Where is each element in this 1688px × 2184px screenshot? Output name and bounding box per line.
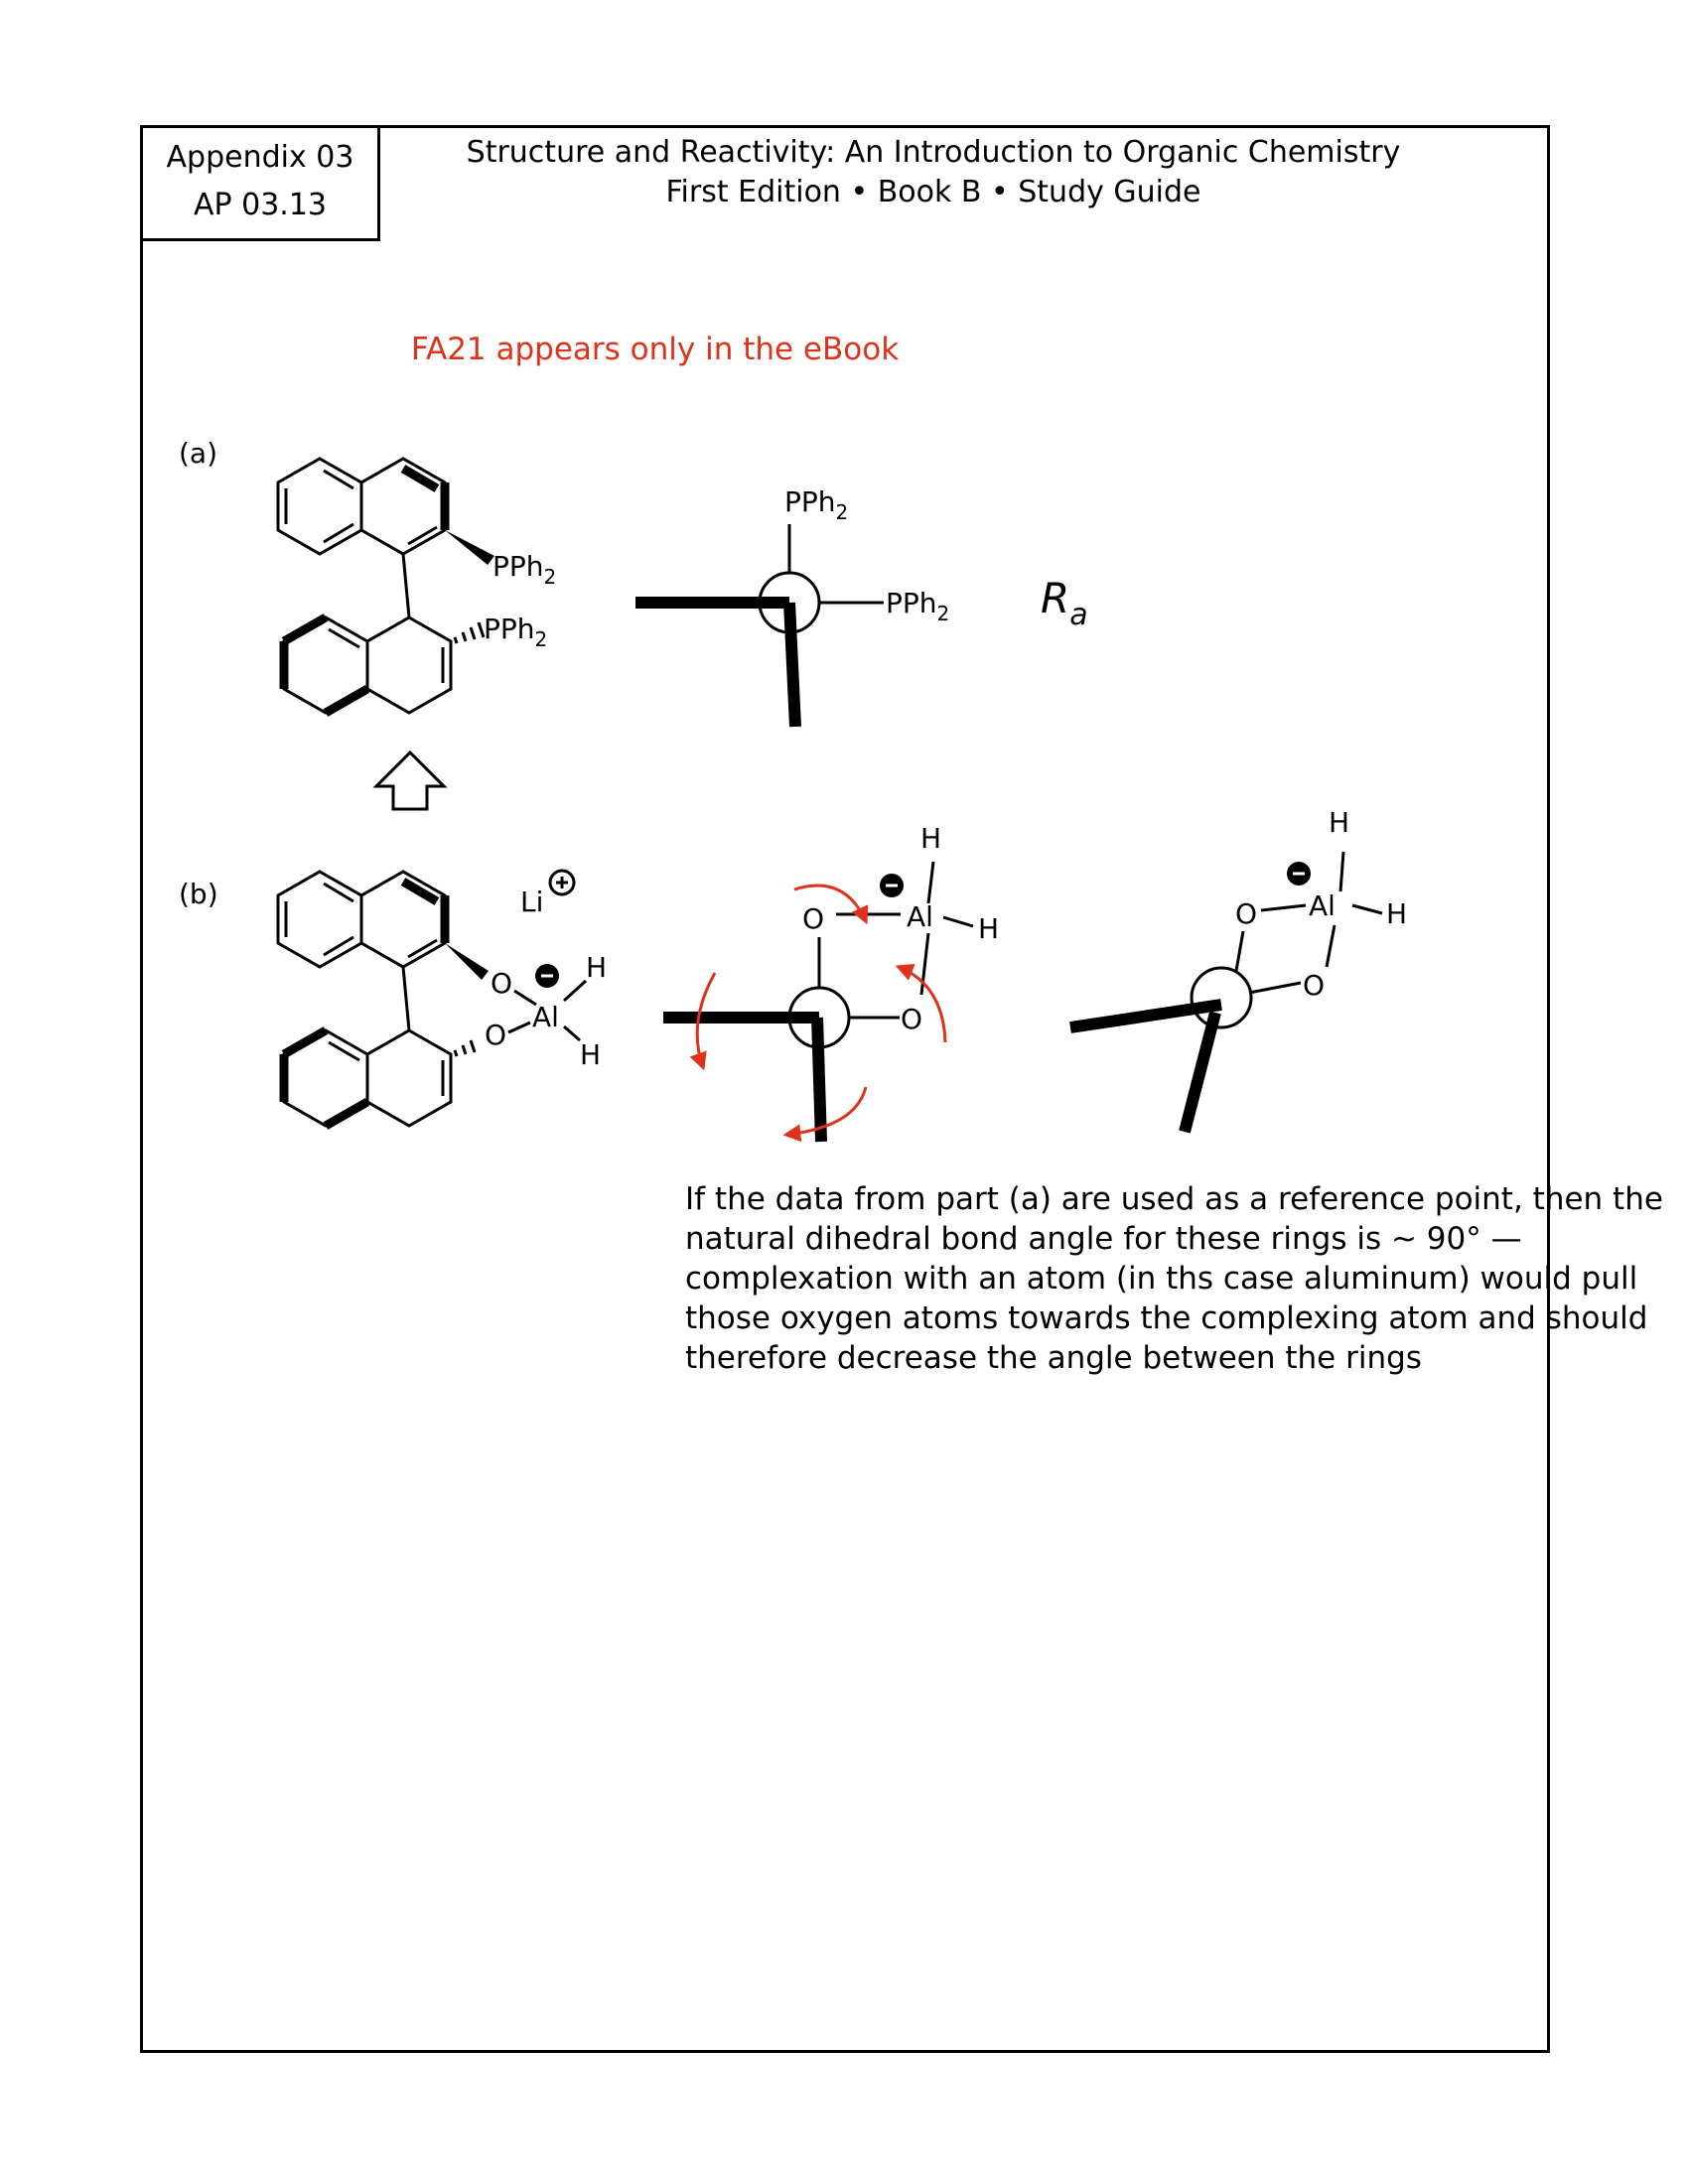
book-title: Structure and Reactivity: An Introduction to Organic Chemistry bbox=[466, 135, 1401, 170]
explanation-paragraph bbox=[685, 1179, 1663, 1378]
aluminum-label: Al bbox=[532, 1001, 559, 1033]
newman-aluminum: Al bbox=[907, 900, 933, 933]
newman-projection-a bbox=[635, 524, 884, 727]
hydrogen-label-lower: H bbox=[580, 1038, 602, 1071]
newman-pph2-right: PPh$_2$ bbox=[886, 587, 950, 625]
pph2-top-label: PPh$_2$ bbox=[492, 550, 557, 589]
hydrogen-label-upper: H bbox=[586, 951, 608, 984]
page-code: AP 03.13 bbox=[193, 188, 328, 222]
ebook-notice: FA21 appears only in the eBook bbox=[411, 332, 900, 367]
projection-aluminum: Al bbox=[1309, 889, 1336, 922]
projection-hydrogen-top: H bbox=[1329, 806, 1350, 839]
pph2-bottom-label: PPh$_2$ bbox=[484, 613, 548, 651]
explanation-line: If the data from part (a) are used as a reference point, then the bbox=[685, 1181, 1663, 1217]
projection-oxygen-top: O bbox=[1235, 897, 1258, 930]
newman-hydrogen-right: H bbox=[978, 912, 1000, 945]
newman-hydrogen-top: H bbox=[920, 822, 942, 855]
part-a-label: (a) bbox=[179, 437, 218, 470]
binap-structure bbox=[278, 459, 494, 809]
newman-oxygen-top: O bbox=[802, 902, 825, 935]
oxygen-label-lower: O bbox=[485, 1019, 507, 1051]
part-b-label: (b) bbox=[179, 878, 218, 910]
explanation-line: complexation with an atom (in ths case aluminum) would pull bbox=[685, 1261, 1638, 1297]
oxygen-label-upper: O bbox=[491, 967, 513, 1000]
explanation-line: therefore decrease the angle between the rings bbox=[685, 1340, 1422, 1376]
projection-hydrogen-right: H bbox=[1386, 897, 1408, 930]
book-subtitle: First Edition • Book B • Study Guide bbox=[665, 175, 1201, 209]
configuration-label: $R_a$ bbox=[1041, 574, 1088, 632]
newman-oxygen-right: O bbox=[901, 1003, 923, 1035]
appendix-title: Appendix 03 bbox=[166, 140, 354, 175]
newman-pph2-top: PPh$_2$ bbox=[784, 485, 849, 524]
binap-labels bbox=[484, 550, 556, 651]
explanation-line: those oxygen atoms towards the complexing atom and should bbox=[685, 1300, 1648, 1336]
projection-oxygen-right: O bbox=[1303, 969, 1326, 1002]
lithium-label: Li bbox=[520, 886, 544, 918]
explanation-line: natural dihedral bond angle for these rings is ~ 90° — bbox=[685, 1221, 1522, 1257]
